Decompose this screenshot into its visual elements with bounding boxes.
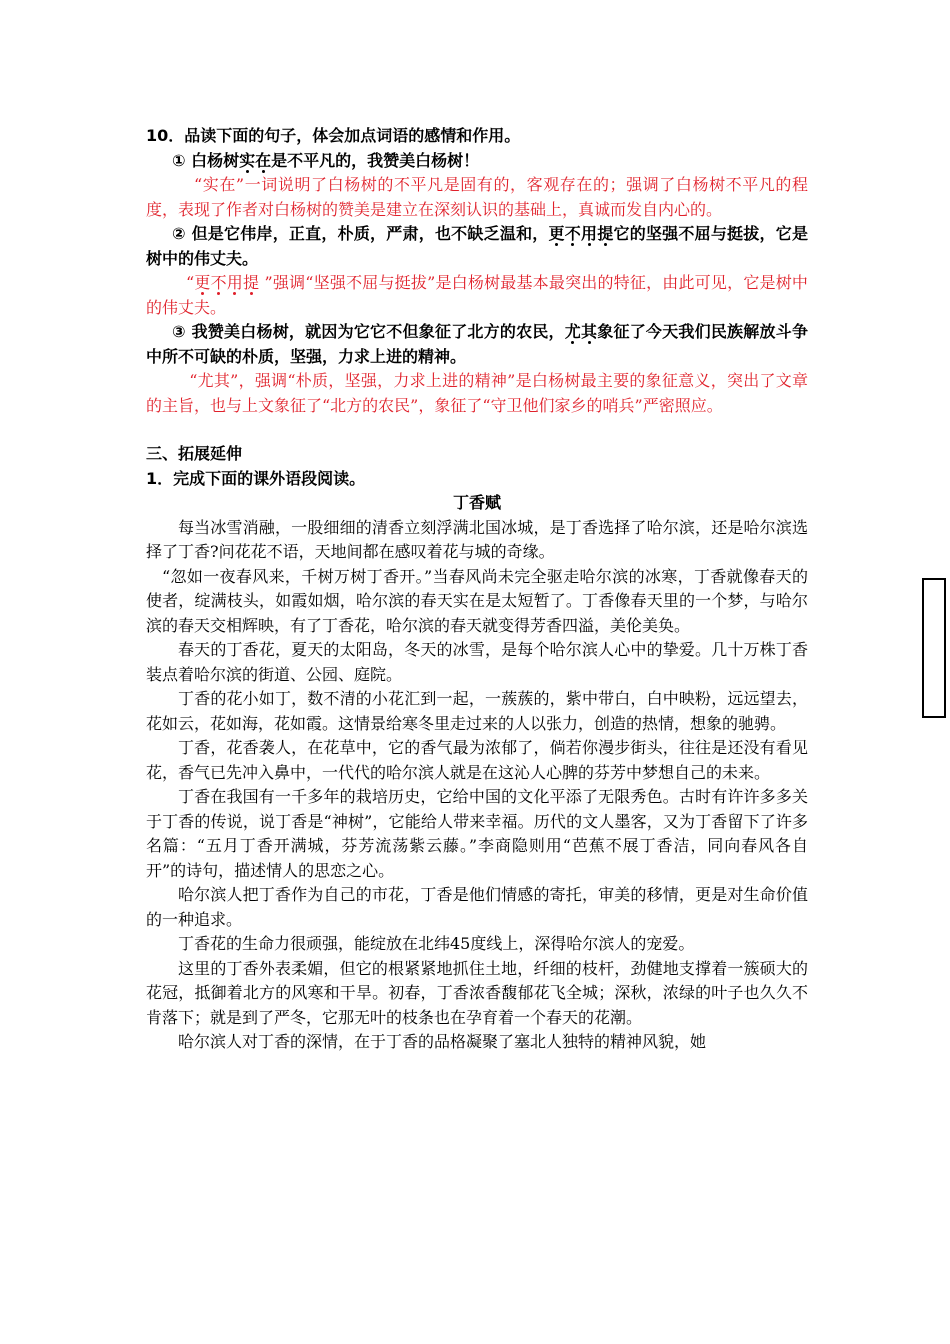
dotted-char: 实 — [239, 150, 256, 170]
passage-paragraph: 丁香在我国有一千多年的栽培历史，它给中国的文化平添了无限秀色。古时有许许多多关于丁香的传说，说丁香是“神树”，它能给人带来幸福。历代的文人墨客，又为丁香留下了许多名篇：“五月丁香开满城，芬芳流荡紫云藤。”李商隐则用“芭蕉不展丁香洁，同向春风各自开”的诗句，描述情人的思恋之心。 — [146, 787, 808, 880]
sentence-2-part-b: 它的坚强不屈与挺拔，它是树中的伟丈夫。 — [146, 224, 808, 268]
passage-paragraph: 哈尔滨人对丁香的深情，在于丁香的品格凝聚了塞北人独特的精神风貌，她 — [178, 1032, 707, 1051]
dotted-char: 用 — [226, 273, 243, 292]
sentence-3 — [146, 320, 808, 369]
dotted-char: 不 — [210, 273, 227, 292]
dotted-char: 提 — [243, 273, 260, 292]
dotted-char: 更 — [548, 224, 565, 243]
answer-2-rest: ”强调“坚强不屈与挺拔”是白杨树最基本最突出的特征，由此可见，它是树中的伟丈夫。 — [146, 273, 808, 317]
passage-paragraph: 丁香的花小如丁，数不清的小花汇到一起，一蔟蔟的，紫中带白，白中映粉，远远望去，花如云，花如海，花如霞。这情景给寒冬里走过来的人以张力，创造的热情，想象的驰骋。 — [146, 689, 808, 733]
passage-paragraph: 这里的丁香外表柔媚，但它的根紧紧地抓住土地，纤细的枝杆，劲健地支撑着一簇硕大的花冠，抵御着北方的风寒和干旱。初春，丁香浓香馥郁花飞全城；深秋，浓绿的叶子也久久不肯落下；就是到了严冬，它那无叶的枝条也在孕育着一个春天的花潮。 — [146, 958, 808, 1027]
passage-paragraph: 丁香，花香袭人，在花草中，它的香气最为浓郁了，倘若你漫步街头，往往是还没有看见花，香气已先冲入鼻中，一代代的哈尔滨人就是在这沁人心脾的芬芳中梦想自己的未来。 — [146, 738, 808, 782]
quote-mark: “ — [186, 273, 195, 292]
passage-paragraph: 每当冰雪消融，一股细细的清香立刻浮满北国冰城，是丁香选择了哈尔滨，还是哈尔滨选择了丁香?问花花不语，天地间都在感叹着花与城的奇缘。 — [146, 517, 808, 561]
section-3-task: 1．完成下面的课外语段阅读。 — [146, 468, 366, 488]
passage-paragraph: 哈尔滨人把丁香作为自己的市花，丁香是他们情感的寄托，审美的移情，更是对生命价值的一种追求。 — [146, 885, 808, 929]
dotted-char: 更 — [194, 273, 211, 292]
sentence-3-part-b: 象征了今天我们民族解放斗争中所不可缺的朴质，坚强，力求上进的精神。 — [146, 322, 808, 366]
question-10-heading: 10．品读下面的句子，体会加点词语的感情和作用。 — [146, 126, 521, 145]
sentence-1-part-a: ① 白杨树 — [172, 150, 240, 170]
spacer — [146, 418, 808, 442]
passage-paragraph: 春天的丁香花，夏天的太阳岛，冬天的冰雪，是每个哈尔滨人心中的挚爱。几十万株丁香装点着哈尔滨的街道、公园、庭院。 — [146, 640, 808, 684]
passage-paragraph: “忽如一夜春风来，千树万树丁香开。”当春风尚未完全驱走哈尔滨的冰寒，丁香就像春天的使者，绽满枝头，如霞如烟，哈尔滨的春天实在是太短暂了。丁香像春天里的一个梦，与哈尔滨的春天交相辉映，有了丁香花，哈尔滨的春天就变得芳香四溢，美伦美奂。 — [146, 566, 808, 635]
answer-3: “尤其”，强调“朴质，坚强，力求上进的精神”是白杨树最主要的象征意义，突出了文章的主旨，也与上文象征了“北方的农民”，象征了“守卫他们家乡的哨兵”严密照应。 — [146, 371, 808, 415]
sentence-2 — [146, 222, 808, 271]
sentence-1-part-b: 是不平凡的，我赞美白杨树！ — [271, 150, 480, 170]
passage-title: 丁香赋 — [452, 493, 501, 512]
dotted-char: 尤 — [564, 322, 582, 341]
sentence-3-part-a: ③ 我赞美白杨树，就因为它它不但象征了北方的农民， — [172, 322, 565, 341]
dotted-char: 用 — [581, 224, 598, 243]
sentence-2-part-a: ② 但是它伟岸，正直，朴质，严肃，也不缺乏温和， — [172, 224, 549, 243]
dotted-char: 其 — [581, 322, 598, 341]
dotted-char: 在 — [255, 150, 272, 170]
dotted-char: 不 — [564, 224, 581, 243]
dotted-char: 提 — [597, 224, 614, 243]
answer-1: “实在”一词说明了白杨树的不平凡是固有的，客观存在的；强调了白杨树不平凡的程度，表现了作者对白杨树的赞美是建立在深刻认识的基础上，真诚而发自内心的。 — [146, 175, 808, 219]
section-3-heading: 三、拓展延伸 — [146, 444, 243, 463]
margin-binding-box — [922, 578, 946, 718]
answer-2 — [146, 271, 808, 320]
document-page — [146, 124, 808, 1055]
sentence-1 — [172, 149, 808, 174]
passage-paragraph: 丁香花的生命力很顽强，能绽放在北纬45度线上，深得哈尔滨人的宠爱。 — [178, 934, 695, 953]
